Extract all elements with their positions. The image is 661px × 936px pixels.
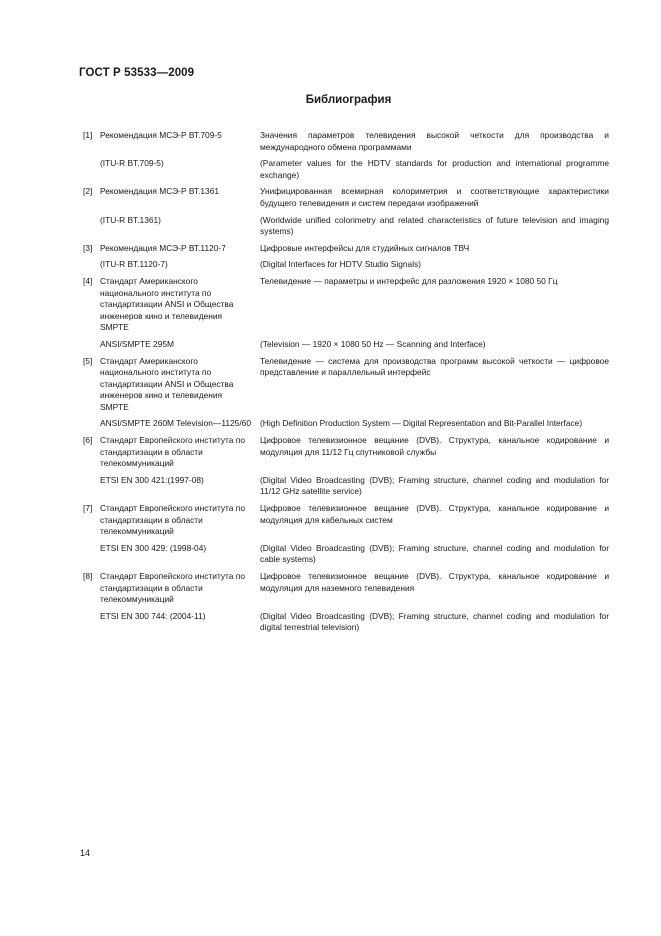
entry-number: [7] bbox=[83, 503, 93, 514]
entry-source: ANSI/SMPTE 295M bbox=[100, 338, 175, 349]
entry-description: (Worldwide unified colorimetry and related characteristics of future television and imaging systems) bbox=[260, 214, 609, 237]
document-code: ГОСТ Р 53533—2009 bbox=[79, 67, 195, 79]
entry-description: (High Definition Production System — Digital Representation and Bit-Parallel Interface) bbox=[260, 418, 583, 429]
entry-description: Значения параметров телевидения высокой четкости для производства и международного обмена программами bbox=[260, 130, 609, 152]
bibliography-entry bbox=[83, 571, 609, 606]
entry-source: Рекомендация МСЭ-Р ВТ.1361 bbox=[100, 186, 220, 197]
bibliography-entry-translation bbox=[83, 475, 609, 498]
bibliography-entry-translation bbox=[83, 418, 609, 430]
entry-description: (Television — 1920 × 1080 50 Hz — Scanning and Interface) bbox=[260, 338, 486, 349]
entry-source: ETSI EN 300 421:(1997-08) bbox=[100, 474, 204, 485]
bibliography-entry-translation bbox=[83, 543, 609, 566]
entry-number: [4] bbox=[83, 275, 93, 286]
bibliography-entry bbox=[83, 356, 609, 414]
entry-description: (Digital Video Broadcasting (DVB); Framing structure, channel coding and modulation for digital terrestrial television) bbox=[260, 610, 609, 633]
bibliography-list bbox=[83, 130, 609, 639]
entry-source: (ITU-R BT.1120-7) bbox=[100, 259, 168, 270]
bibliography-entry bbox=[83, 276, 609, 334]
bibliography-entry-translation bbox=[83, 259, 609, 271]
entry-number: [1] bbox=[83, 130, 93, 140]
entry-description: Цифровое телевизионное вещание (DVB). Структура, канальное кодирование и модуляция для наземного телевидения bbox=[260, 571, 609, 593]
bibliography-entry bbox=[83, 130, 609, 153]
bibliography-entry-translation bbox=[83, 611, 609, 634]
entry-number: [3] bbox=[83, 242, 93, 253]
entry-number: [6] bbox=[83, 435, 93, 446]
entry-description: (Digital Video Broadcasting (DVB); Framing structure, channel coding and modulation for 11/12 GHz satellite service) bbox=[260, 474, 609, 497]
entry-description: Унифицированная всемирная колориметрия и соответствующие характеристики будущего телевидения и систем передачи изображений bbox=[260, 186, 609, 208]
entry-description: (Parameter values for the HDTV standards for production and international programme exchange) bbox=[260, 158, 609, 180]
entry-description: Цифровое телевизионное вещание (DVB). Структура, канальное кодирование и модуляция для 11/12 Гц спутниковой службы bbox=[260, 435, 609, 457]
entry-source: Стандарт Американского национального института по стандартизации ANSI и Общества инженеров кино и телевидения SMPTE bbox=[100, 275, 234, 333]
entry-source: Стандарт Европейского института по стандартизации в области телекоммуникаций bbox=[100, 435, 245, 469]
entry-source: ETSI EN 300 429: (1998-04) bbox=[100, 542, 207, 553]
entry-description: (Digital Video Broadcasting (DVB); Framing structure, channel coding and modulation for cable systems) bbox=[260, 542, 609, 565]
entry-description: Телевидение — параметры и интерфейс для разложения 1920 × 1080 50 Гц bbox=[260, 275, 558, 286]
entry-description: Цифровые интерфейсы для студийных сигналов ТВЧ bbox=[260, 242, 470, 253]
bibliography-entry-translation bbox=[83, 339, 609, 351]
entry-number: [5] bbox=[83, 355, 93, 366]
entry-description: (Digital Interfaces for HDTV Studio Signals) bbox=[260, 259, 422, 270]
bibliography-entry-translation bbox=[83, 158, 609, 181]
bibliography-entry bbox=[83, 243, 609, 255]
entry-source: (ITU-R BT.1361) bbox=[100, 214, 161, 225]
bibliography-entry bbox=[83, 503, 609, 538]
bibliography-entry bbox=[83, 186, 609, 209]
bibliography-entry bbox=[83, 435, 609, 470]
entry-description: Телевидение — система для производства программ высокой четкости — цифровое представление и параллельный интерфейс bbox=[260, 355, 609, 378]
entry-source: Рекомендация МСЭ-Р ВТ.1120-7 bbox=[100, 242, 226, 253]
entry-source: Стандарт Американского национального института по стандартизации ANSI и Общества инженеров кино и телевидения SMPTE bbox=[100, 355, 234, 412]
entry-source: Рекомендация МСЭ-Р ВТ.709-5 bbox=[100, 130, 222, 140]
entry-number: [8] bbox=[83, 571, 93, 581]
entry-source: Стандарт Европейского института по стандартизации в области телекоммуникаций bbox=[100, 571, 245, 605]
entry-source: Стандарт Европейского института по стандартизации в области телекоммуникаций bbox=[100, 503, 245, 537]
entry-number: [2] bbox=[83, 186, 93, 197]
entry-source: ETSI EN 300 744: (2004-11) bbox=[100, 610, 206, 621]
entry-source: ANSI/SMPTE 260M Television—1125/60 bbox=[100, 418, 251, 429]
page-number: 14 bbox=[80, 848, 91, 858]
entry-source: (ITU-R BT.709-5) bbox=[100, 158, 164, 169]
page-title: Библиография bbox=[305, 94, 392, 106]
bibliography-entry-translation bbox=[83, 215, 609, 238]
entry-description: Цифровое телевизионное вещание (DVB). Структура, канальное кодирование и модуляция для кабельных систем bbox=[260, 503, 609, 525]
